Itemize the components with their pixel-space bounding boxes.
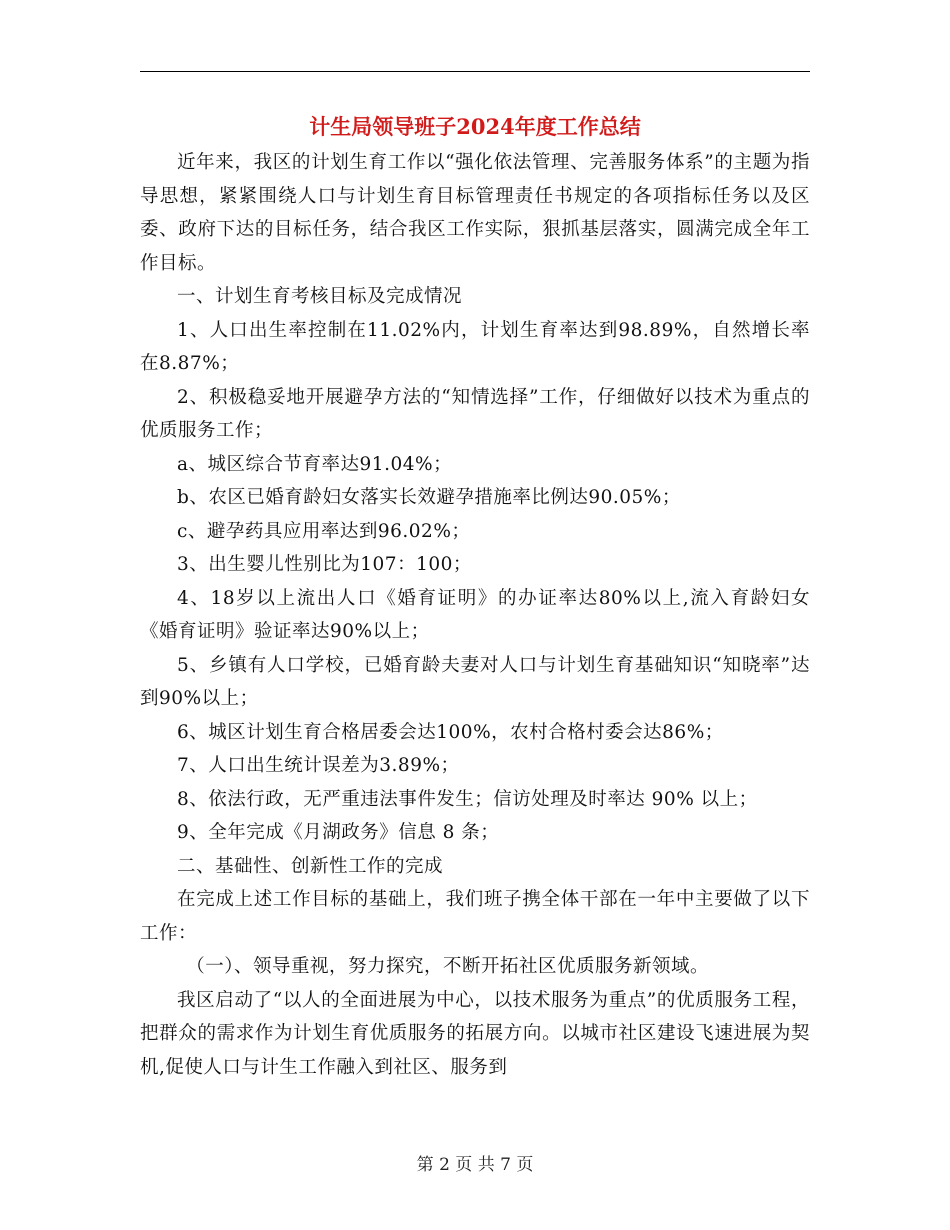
list-item-2c: c、避孕药具应用率达到96.02%；: [177, 520, 471, 542]
list-item-5: 5、乡镇有人口学校，已婚育龄夫妻对人口与计划生育基础知识“知晓率”达到90%以上；: [140, 654, 810, 709]
document-body: [140, 146, 810, 1084]
section-heading-1: 一、计划生育考核目标及完成情况: [177, 286, 463, 307]
list-item-7: 7、人口出生统计误差为3.89%；: [177, 755, 460, 776]
paragraph-summary: 在完成上述工作目标的基础上，我们班子携全体干部在一年中主要做了以下工作：: [140, 889, 810, 944]
list-item-3: 3、出生婴儿性别比为107：100；: [177, 554, 472, 575]
document-title: 计生局领导班子2024年度工作总结: [309, 114, 641, 139]
list-item-8: 8、依法行政，无严重违法事件发生；信访处理及时率达 90% 以上；: [177, 788, 758, 810]
list-item-6: 6、城区计划生育合格居委会达100%，农村合格村委会达86%；: [177, 721, 724, 743]
list-item-2a: a、城区综合节育率达91.04%；: [177, 453, 453, 475]
subsection-heading-1: （一）、领导重视，努力探究，不断开拓社区优质服务新领域。: [186, 956, 710, 977]
paragraph-body: 我区启动了“以人的全面进展为中心，以技术服务为重点”的优质服务工程，把群众的需求作为计划生育优质服务的拓展方向。以城市社区建设飞速进展为契机,促使人口与计生工作融入到社区、服务到: [140, 989, 810, 1078]
list-item-2: 2、积极稳妥地开展避孕方法的“知情选择”工作，仔细做好以技术为重点的优质服务工作；: [140, 386, 810, 441]
paragraph-intro: 近年来，我区的计划生育工作以“强化依法管理、完善服务体系”的主题为指导思想，紧紧围绕人口与计划生育目标管理责任书规定的各项指标任务以及区委、政府下达的目标任务，结合我区工作实际，狠抓基层落实，圆满完成全年工作目标。: [140, 152, 810, 274]
list-item-9: 9、全年完成《月湖政务》信息 8 条；: [177, 822, 500, 843]
list-item-2b: b、农区已婚育龄妇女落实长效避孕措施率比例达90.05%；: [177, 487, 681, 508]
list-item-1: 1、人口出生率控制在11.02%内，计划生育率达到98.89%，自然增长率在8.87%；: [140, 319, 810, 374]
header-rule: [140, 71, 810, 72]
page-number-footer: 第 2 页 共 7 页: [416, 1155, 534, 1175]
list-item-4: 4、18岁以上流出人口《婚育证明》的办证率达80%以上,流入育龄妇女《婚育证明》验证率达90%以上；: [140, 587, 810, 642]
section-heading-2: 二、基础性、创新性工作的完成: [177, 855, 444, 877]
